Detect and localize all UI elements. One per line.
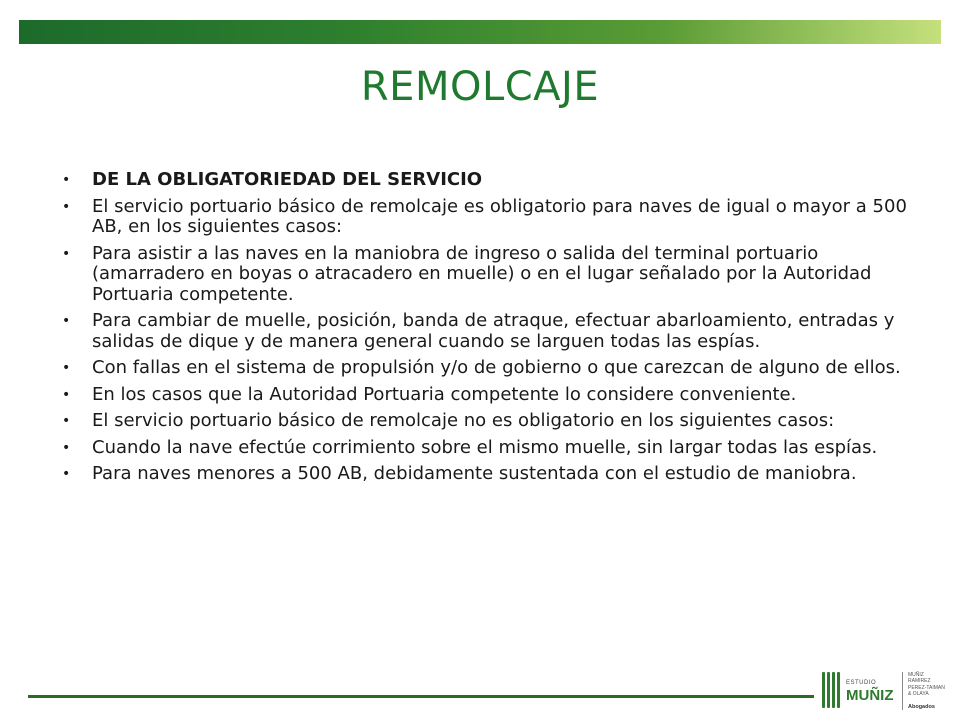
logo-partner-name: RAMIREZ [908,678,931,685]
header-gradient-bar [19,20,941,44]
bullet-list [62,170,912,491]
bullet-text: Para asistir a las naves en la maniobra de ingreso o salida del terminal portuario (amarradero en boyas o atracadero en muelle) o en el lugar señalado por la Autoridad Portuaria competente. [92,242,872,305]
bullet-item [62,311,912,352]
logo-divider [902,672,903,710]
bullet-text: Con fallas en el sistema de propulsión y/o de gobierno o que carezcan de alguno de ellos. [92,357,901,378]
bullet-text: Para naves menores a 500 AB, debidamente sustentada con el estudio de maniobra. [92,463,857,484]
bullet-dot: • [62,439,71,456]
bullet-dot: • [62,360,71,376]
bullet-item [62,244,912,306]
bullet-text: En los casos que la Autoridad Portuaria competente lo considere conveniente. [92,383,797,405]
bullet-text: Para cambiar de muelle, posición, banda de atraque, efectuar abarloamiento, entradas y salidas de dique y de manera general cuando se larguen todas las espías. [92,310,895,352]
bullet-dot: • [62,245,71,262]
logo-partners [908,672,945,698]
logo-partner-name: PEREZ-TAIMAN [908,684,945,691]
bullet-dot: • [62,466,71,482]
logo-partner-name: MUÑIZ [908,672,924,678]
logo-estudio-text: ESTUDIO [846,680,877,686]
bullet-text: El servicio portuario básico de remolcaje es obligatorio para naves de igual o mayor a 500 AB, en los siguientes casos: [92,195,907,237]
logo-partner-name: & OLAYA [908,691,929,698]
bullet-item-heading [62,170,912,191]
bullet-dot: • [62,172,71,188]
bullet-text: DE LA OBLIGATORIEDAD DEL SERVICIO [92,169,483,190]
bullet-text: Cuando la nave efectúe corrimiento sobre el mismo muelle, sin largar todas las espías. [92,436,878,458]
bullet-text: El servicio portuario básico de remolcaje no es obligatorio en los siguientes casos: [92,410,835,431]
logo-muniz-text: MUÑIZ [846,687,894,704]
bullet-dot: • [62,313,71,329]
bullet-item [62,385,912,406]
firm-logo [822,666,950,716]
footer-rule [28,695,814,698]
logo-abogados-text: Abogados [908,704,935,710]
bullet-item [62,197,912,238]
bullet-item [62,411,912,432]
bullet-dot: • [62,413,71,429]
bullet-dot: • [62,386,71,403]
logo-mark-icon [822,672,840,708]
bullet-dot: • [62,198,71,215]
bullet-item [62,464,912,485]
bullet-item [62,358,912,379]
bullet-item [62,438,912,459]
slide-title: REMOLCAJE [360,64,600,110]
